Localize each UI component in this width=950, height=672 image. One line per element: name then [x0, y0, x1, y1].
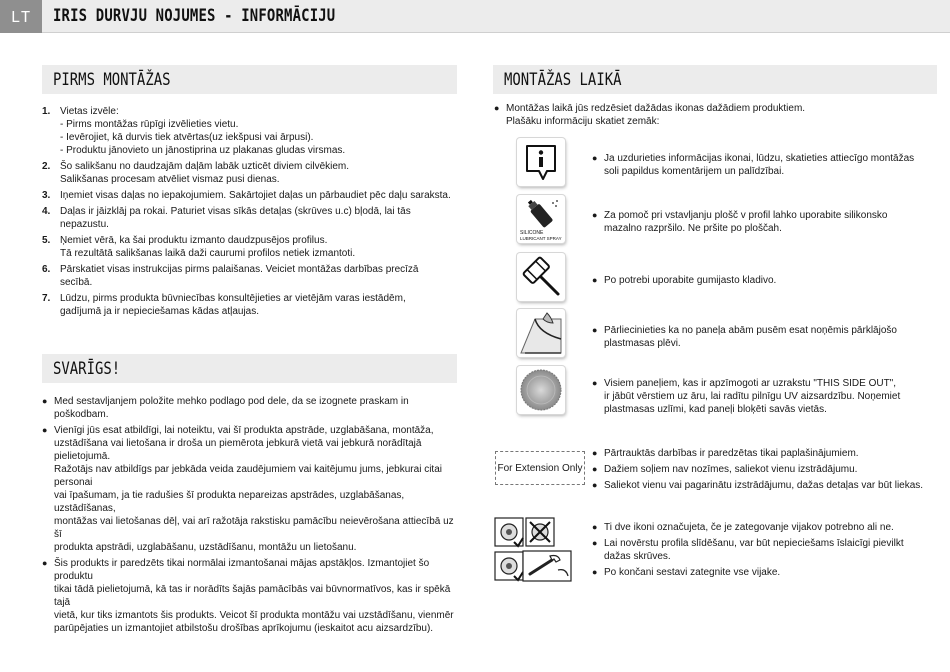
info-desc — [592, 152, 922, 181]
uv-panel-icon — [517, 366, 565, 414]
peel-film-icon — [517, 309, 565, 357]
item-line: produkta apstrādi, uzglabāšanu, uzstādīšanu, montāžu un lietošanu. — [54, 542, 357, 553]
list-item — [592, 447, 932, 460]
info-icon — [517, 138, 565, 186]
list-item — [494, 102, 914, 128]
silicone-spray-icon — [517, 195, 565, 243]
desc-line: soli papildus komentārijem un palīdzībai. — [604, 166, 785, 177]
section-header-important — [42, 354, 457, 383]
spray-label-2: LUBRICANT SPRAY — [520, 236, 562, 241]
icon-row-info — [517, 138, 565, 186]
film-desc — [592, 324, 922, 353]
item-line: Salikšanas procesam atvēliet vismaz pusi dienas. — [60, 174, 280, 185]
bullet: ● — [592, 275, 598, 285]
item-number: 5. — [42, 235, 51, 246]
section-title-important: SVARĪGS! — [53, 358, 121, 379]
desc-line: Po potrebi uporabite gumijasto kladivo. — [604, 275, 777, 286]
item-line: gadījumā ja ir nepieciešamas kādas atļaujas. — [60, 306, 259, 317]
item-line: - Ievērojiet, kā durvis tiek atvērtas(uz iekšpusi vai ārpusi). — [60, 132, 314, 143]
desc-line: Saliekot vienu vai pagarinātu izstrādājumu, dažas detaļas var būt liekas. — [604, 480, 924, 491]
item-line: uzstādīšana vai lietošana ir droša un piemērota jebkurā vietā vai jebkurā norādītajā pielietojumā. — [54, 438, 422, 462]
top-bar — [0, 0, 950, 33]
item-number: 6. — [42, 264, 51, 275]
extension-list — [592, 447, 932, 495]
list-item — [42, 189, 452, 202]
desc-line: Pārliecinieties ka no paneļa abām pusēm esat noņēmis pārklājošo — [604, 325, 897, 336]
icon-row-uv — [517, 366, 565, 414]
list-item — [592, 324, 922, 350]
list-item — [592, 274, 922, 287]
bullet: ● — [592, 480, 598, 490]
item-line: Ņemiet vērā, ka šai produktu izmanto daudzpusējos profilus. — [60, 235, 328, 246]
item-number: 4. — [42, 206, 51, 217]
section-header-during — [493, 65, 937, 94]
item-line: Med sestavljanjem položite mehko podlago pod dele, da se izognete praskam in poškodbam. — [54, 396, 409, 420]
icon-row-mallet — [517, 253, 565, 301]
desc-line: Dažiem soļiem nav nozīmes, saliekot vienu izstrādājumu. — [604, 464, 858, 475]
icon-row-film — [517, 309, 565, 357]
bullet: ● — [592, 378, 598, 388]
item-line: - Produktu jānovieto un jānostiprina uz plakanas gludas virsmas. — [60, 145, 346, 156]
wrench-icon — [522, 550, 572, 582]
language-tab[interactable]: LT — [0, 0, 42, 33]
desc-line: mazalno razpršilo. Ne pršite po ploščah. — [604, 223, 782, 234]
item-line: vietā, kur tiks izmantots šis produkts. Veicot šī produkta montāžu vai uzstādīšanu, vienmēr — [54, 610, 454, 621]
item-line: Vienīgi jūs esat atbildīgi, lai noteiktu, vai šī produkta apstrāde, uzglabāšana, montāža, — [54, 425, 434, 436]
screw-tighten-icon — [495, 518, 523, 546]
document-title: IRIS DURVJU NOJUMES - INFORMĀCIJU — [53, 6, 336, 26]
mallet-desc — [592, 274, 922, 290]
list-item — [42, 557, 454, 635]
list-item — [592, 209, 922, 235]
item-number: 2. — [42, 161, 51, 172]
item-line: vai īpašumam, ja tie radušies šī produkta nepareizas apstrādes, uzglabāšanas, uzstādīšanas, — [54, 490, 405, 514]
item-line: montāžas vai lietošanas dēļ, vai arī ražotāja rakstisku pamācību neievērošana attiecībā uz šī — [54, 516, 454, 540]
important-list — [42, 395, 454, 638]
list-item — [592, 521, 932, 534]
bullet: ● — [42, 425, 48, 435]
item-line: Tā rezultātā salikšanas laikā daži caurumi profilos netiek izmantoti. — [60, 248, 356, 259]
list-item — [592, 566, 932, 579]
extension-label: For Extension Only — [497, 462, 583, 474]
bullet: ● — [494, 103, 500, 113]
item-line: Vietas izvēle: — [60, 106, 119, 117]
list-item — [592, 479, 932, 492]
item-line: Daļas ir jāizklāj pa rokai. Paturiet visas sīkās detaļas (skrūves u.c) bļodā, lai tās nepazustu. — [60, 206, 411, 230]
list-item — [42, 160, 452, 186]
item-line: Šo salikšanu no daudzajām daļām labāk uzticēt diviem cilvēkiem. — [60, 161, 350, 172]
intro-line: Plašāku informāciju skatiet zemāk: — [506, 116, 660, 127]
spray-desc — [592, 209, 922, 238]
desc-line: ir jābūt vērstiem uz āru, lai radītu pilnīgu UV aizsardzību. Noņemiet — [604, 391, 901, 402]
list-item — [592, 377, 922, 416]
bullet: ● — [592, 153, 598, 163]
screw-temporary-icon — [495, 552, 523, 580]
list-item — [592, 463, 932, 476]
section-title-before: PIRMS MONTĀŽAS — [53, 69, 171, 90]
desc-line: Lai novērstu profila slīdēšanu, var būt nepieciešams īslaicīgi pievilkt — [604, 538, 904, 549]
bullet: ● — [592, 325, 598, 335]
item-line: Iņemiet visas daļas no iepakojumiem. Sakārtojiet daļas un pārbaudiet pēc daļu saraksta. — [60, 190, 451, 201]
bullet: ● — [592, 210, 598, 220]
spray-label-1: SILICONE — [520, 230, 544, 236]
item-line: - Pirms montāžas rūpīgi izvēlieties vietu. — [60, 119, 239, 130]
list-item — [42, 292, 452, 318]
item-line: tikai tādā pielietojumā, kā tas ir norādīts šajās pamācībās vai būvnormatīvos, kas ir spēkā tajā — [54, 584, 451, 608]
list-item — [42, 263, 452, 289]
list-item — [42, 105, 452, 157]
desc-line: Ti dve ikoni označujeta, če je zategovanje vijakov potrebno ali ne. — [604, 522, 894, 533]
bullet: ● — [592, 464, 598, 474]
bullet: ● — [592, 448, 598, 458]
list-item — [592, 537, 932, 563]
desc-line: dažas skrūves. — [604, 551, 671, 562]
list-item — [592, 152, 922, 178]
bullet: ● — [592, 567, 598, 577]
desc-line: Ja uzdurieties informācijas ikonai, lūdzu, skatieties attiecīgo montāžas — [604, 153, 915, 164]
list-item — [42, 205, 452, 231]
desc-line: Pārtrauktās darbības ir paredzētas tikai paplašinājumiem. — [604, 448, 859, 459]
item-number: 1. — [42, 106, 51, 117]
list-item — [42, 234, 452, 260]
list-item — [42, 424, 454, 554]
item-number: 3. — [42, 190, 51, 201]
rubber-mallet-icon — [517, 253, 565, 301]
item-line: Lūdzu, pirms produkta būvniecības konsultējieties ar vietējām varas iestādēm, — [60, 293, 406, 304]
item-line: Ražotājs nav atbildīgs par jebkāda veida zaudējumiem vai kaitējumu jums, jebkurai citai personai — [54, 464, 442, 488]
item-line: Pārskatiet visas instrukcijas pirms palaišanas. Veiciet montāžas darbības precīzā secībā. — [60, 264, 419, 288]
icon-row-spray — [517, 195, 565, 243]
bullet: ● — [42, 558, 48, 568]
section-header-before — [42, 65, 457, 94]
bullet: ● — [42, 396, 48, 406]
before-list — [42, 105, 452, 321]
during-intro — [494, 102, 914, 131]
desc-line: plastmasas uzlīmi, kad paneļi bloķēti savās vietās. — [604, 404, 827, 415]
intro-line: Montāžas laikā jūs redzēsiet dažādas ikonas dažādiem produktiem. — [506, 103, 806, 114]
item-line: Šis produkts ir paredzēts tikai normālai izmantošanai mājas apstākļos. Izmantojiet šo produktu — [54, 558, 430, 582]
desc-line: Po končani sestavi zategnite vse vijake. — [604, 567, 781, 578]
desc-line: Za pomoč pri vstavljanju plošč v profil lahko uporabite silikonsko — [604, 210, 888, 221]
section-title-during: MONTĀŽAS LAIKĀ — [504, 69, 622, 90]
extension-only-badge — [495, 451, 585, 485]
desc-line: Visiem paneļiem, kas ir apzīmogoti ar uzrakstu "THIS SIDE OUT", — [604, 378, 897, 389]
screw-list — [592, 521, 932, 582]
item-line: parūpējaties un izmantojiet atbilstošu drošības aprīkojumu (ieskaitot acu aizsardzību). — [54, 623, 434, 634]
bullet: ● — [592, 522, 598, 532]
list-item — [42, 395, 454, 421]
desc-line: plastmasas plēvi. — [604, 338, 681, 349]
item-number: 7. — [42, 293, 51, 304]
bullet: ● — [592, 538, 598, 548]
uv-desc — [592, 377, 922, 419]
screw-no-tighten-icon — [526, 518, 554, 546]
